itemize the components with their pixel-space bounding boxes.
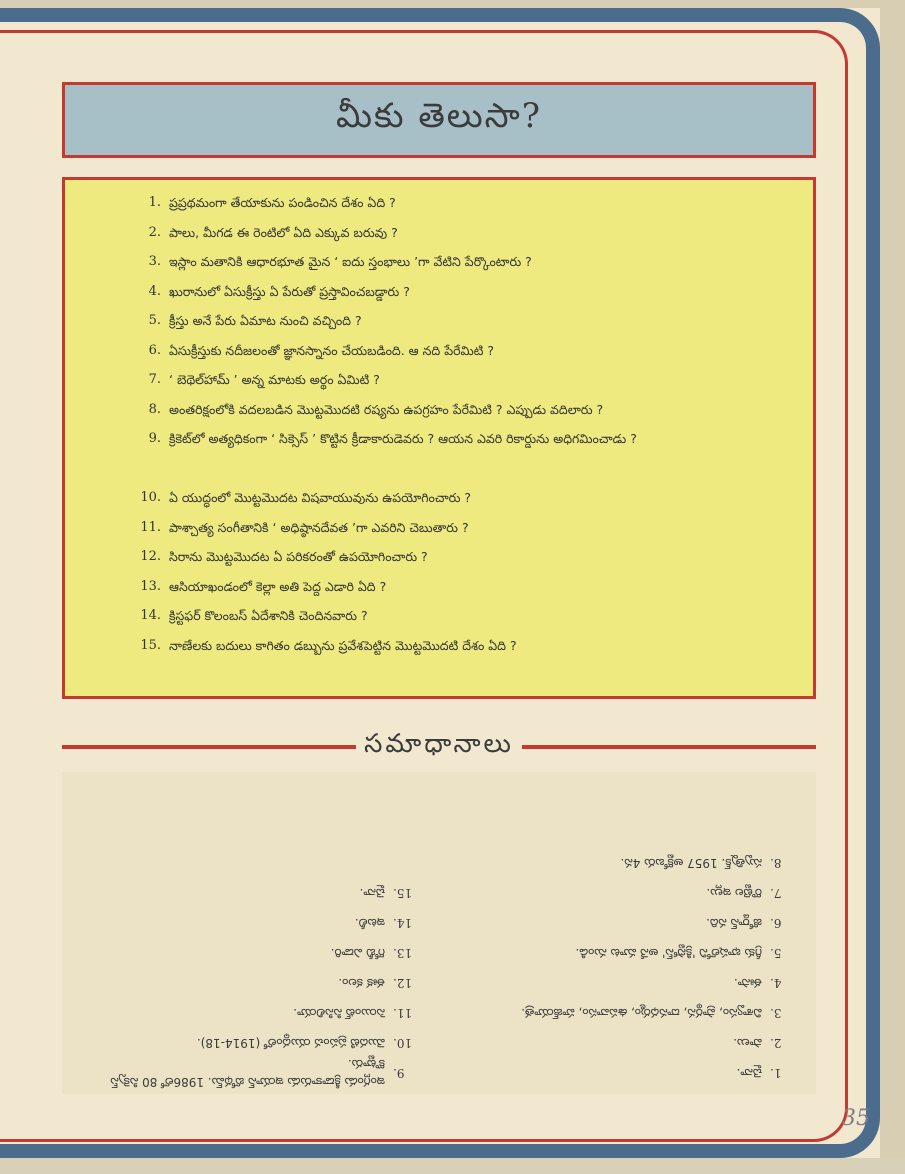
question-text: సిరాను మొట్టమొదట ఏ పరికరంతో ఉపయోగించారు ?	[169, 549, 428, 564]
question-number: 8.	[148, 401, 161, 417]
questions-panel	[62, 177, 816, 699]
question-text: ప్రప్రథమంగా తేయాకును పండించిన దేశం ఏది ?	[169, 195, 396, 210]
answer-item	[80, 1058, 421, 1088]
question-number: 7.	[148, 372, 161, 387]
page-title: మీకు తెలుసా?	[336, 96, 542, 136]
question-text: క్రికెట్‌లో అత్యధికంగా ‘ సిక్సెస్ ’ కొట్టిన క్రీడాకారుడెవరు ? ఆయన ఎవరి రికార్డును అధిగమించాడు ?	[169, 431, 637, 446]
answer-number: 6.	[770, 916, 782, 930]
question-text: ఏ యుద్ధంలో మొట్టమొదట విషవాయువును ఉపయోగించారు ?	[169, 490, 472, 505]
answer-item	[80, 998, 421, 1028]
question-item	[135, 515, 793, 545]
question-number: 14.	[140, 608, 161, 623]
question-item	[135, 338, 793, 368]
answer-item	[80, 968, 421, 998]
answer-text: ఈసా.	[733, 976, 762, 990]
answer-item	[457, 848, 798, 878]
answers-column-left	[439, 772, 816, 1094]
answer-number: 10.	[393, 1036, 413, 1050]
question-text: ‘ బెథెల్‌హామ్ ’ అన్న మాటకు అర్థం ఏమిటి ?	[169, 372, 380, 387]
answer-number: 2.	[770, 1036, 782, 1050]
answer-item	[457, 1058, 798, 1088]
question-item	[135, 544, 793, 574]
question-number: 5.	[148, 313, 161, 328]
answer-text: ఈక కలం.	[338, 976, 385, 990]
answer-item	[457, 1028, 798, 1058]
answer-text: గోబీ ఎడారి.	[330, 946, 385, 960]
answers-panel	[62, 772, 816, 1094]
answer-number: 7.	[770, 886, 782, 900]
answer-number: 4.	[770, 976, 782, 990]
question-item	[135, 279, 793, 309]
answer-item	[80, 908, 421, 938]
header-rule-left	[62, 745, 356, 749]
answer-number: 8.	[770, 856, 782, 870]
answer-text: రొట్టెల ఇల్లు.	[706, 886, 762, 900]
answer-item	[80, 878, 421, 908]
answer-item	[457, 998, 798, 1028]
question-number: 13.	[140, 578, 161, 594]
answer-item	[457, 938, 798, 968]
answers-column-right	[62, 772, 439, 1094]
answer-text: మొదటి ప్రపంచ యుద్ధంలో (1914-18).	[196, 1036, 385, 1050]
question-item	[135, 249, 793, 279]
title-banner	[62, 82, 816, 158]
answer-text: స్పుత్నిక్. 1957 అక్టోబరు 4న.	[620, 856, 762, 870]
answer-number: 12.	[393, 976, 413, 990]
answer-number: 9.	[393, 1066, 405, 1080]
header-rule-right	[522, 745, 816, 749]
answers-title: సమాధానాలు	[364, 729, 514, 759]
question-number: 2.	[148, 224, 161, 240]
question-item	[135, 485, 793, 515]
question-text: క్రీస్తు అనే పేరు ఏమాట నుంచి వచ్చింది ?	[169, 313, 362, 328]
question-number: 15.	[140, 637, 161, 653]
question-item	[135, 397, 793, 427]
question-item	[135, 603, 793, 633]
answer-item	[457, 878, 798, 908]
bottom-edge	[0, 1158, 905, 1174]
question-item	[135, 574, 793, 604]
question-list	[135, 190, 793, 662]
answer-number: 3.	[770, 1006, 782, 1020]
answer-item	[80, 1028, 421, 1058]
answer-text: గ్రీకు భాషలోని 'క్రిస్టోస్' అనే మాట నుండి.	[575, 946, 762, 960]
question-number: 6.	[148, 342, 161, 358]
question-text: పాశ్చాత్య సంగీతానికి ‘ అధిష్ఠానదేవత ’గా ఎవరిని చెబుతారు ?	[169, 519, 469, 535]
question-text: ఖురానులో ఏసుక్రీస్తు ఏ పేరుతో ప్రస్తావించబడ్డారు ?	[169, 283, 410, 299]
answer-text: ఇటలీ.	[354, 916, 385, 930]
question-number: 9.	[148, 431, 161, 446]
right-edge	[880, 0, 905, 1174]
answer-text: సెయింట్ సిసిలియా.	[293, 1006, 385, 1020]
answer-item	[457, 908, 798, 938]
answer-item	[457, 968, 798, 998]
question-item	[135, 220, 793, 250]
question-text: ఏసుక్రీస్తుకు నదీజలంతో జ్ఞానస్నానం చేయబడింది. ఆ నది పేరేమిటి ?	[169, 342, 494, 358]
question-number: 12.	[140, 549, 161, 564]
answer-text: విశ్వాసం, ప్రార్థన, దానధర్మం, ఉపవాసం, హజ్‌యాత్ర.	[521, 1006, 762, 1020]
answer-number: 5.	[770, 946, 782, 960]
answer-number: 11.	[393, 1006, 413, 1020]
answer-text: జోర్డాన్ నది.	[706, 916, 762, 930]
answer-text: పాలు.	[733, 1036, 762, 1050]
question-number: 1.	[148, 195, 161, 210]
answer-text: ఇంగ్లండు క్రీడాకారుడు ఇయాన్ బోథమ్. 1986లో 80 సిక్సెస్ కొట్టారు.	[110, 1057, 385, 1089]
question-text: నాణేలకు బదులు కాగితం డబ్బును ప్రవేశపెట్టిన మొట్టమొదటి దేశం ఏది ?	[169, 637, 517, 653]
question-number: 3.	[148, 254, 161, 269]
question-number: 10.	[140, 490, 161, 505]
question-text: పాలు, మీగడ ఈ రెంటిలో ఏది ఎక్కువ బరువు ?	[169, 224, 398, 240]
answer-number: 14.	[393, 916, 413, 930]
answer-number: 1.	[770, 1066, 782, 1080]
question-number: 11.	[140, 519, 161, 535]
question-item	[135, 308, 793, 338]
question-item	[135, 633, 793, 663]
answer-number: 15.	[393, 886, 413, 900]
top-edge	[0, 0, 905, 8]
question-item	[135, 367, 793, 397]
answers-header	[62, 730, 816, 764]
question-text: క్రిస్టఫర్ కొలంబస్ ఏదేశానికి చెందినవారు ?	[169, 608, 368, 623]
page-number: 35	[842, 1106, 870, 1131]
question-text: అంతరిక్షంలోకి వదలబడిన మొట్టమొదటి రష్యను ఉపగ్రహం పేరేమిటి ? ఎప్పుడు వదిలారు ?	[169, 401, 604, 417]
question-item	[135, 190, 793, 220]
question-text: ఇస్లాం మతానికి ఆధారభూత మైన ‘ ఐదు స్తంభాలు ’గా వేటిని పేర్కొంటారు ?	[169, 254, 532, 269]
answer-text: చైనా.	[359, 886, 385, 900]
answer-number: 13.	[393, 946, 413, 960]
question-text: ఆసియాఖండంలో కెల్లా అతి పెద్ద ఎడారి ఏది ?	[169, 578, 387, 594]
answer-text: చైనా.	[736, 1066, 762, 1080]
question-number: 4.	[148, 283, 161, 299]
question-item	[135, 426, 793, 485]
answer-item	[80, 938, 421, 968]
